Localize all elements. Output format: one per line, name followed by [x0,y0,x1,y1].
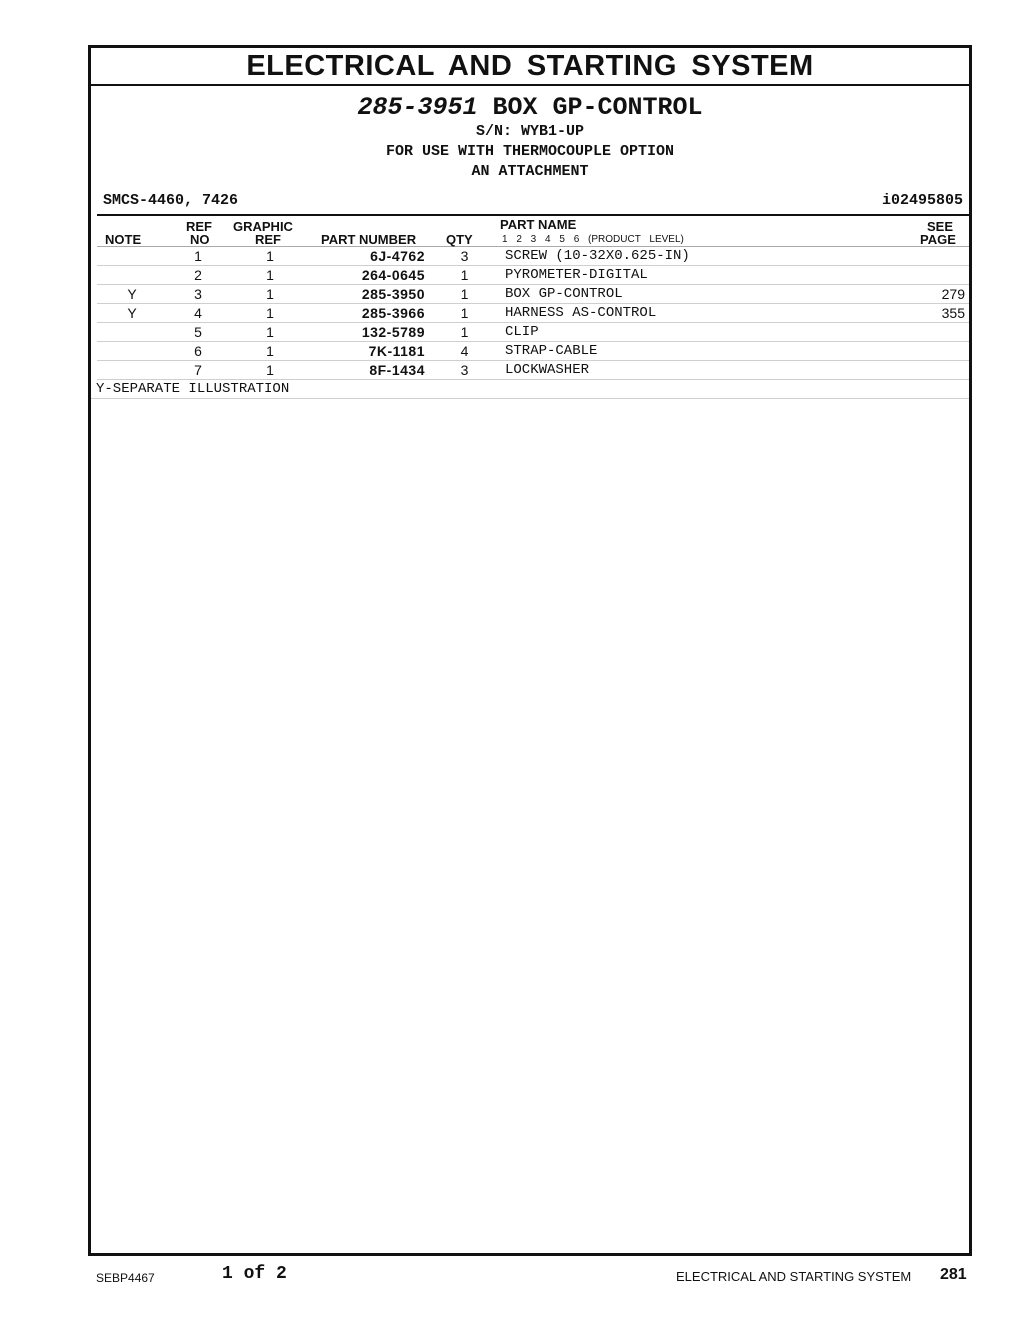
row-part-name: LOCKWASHER [505,362,590,378]
header-ref-bottom: NO [190,232,210,247]
table-header [97,214,969,247]
row-qty: 1 [460,267,469,283]
row-ref-no: 1 [194,248,202,264]
table-row [97,266,969,285]
row-part-number: 132-5789 [361,324,425,340]
header-qty: QTY [446,232,473,247]
row-note: Y [127,305,137,321]
row-ref-no: 5 [194,324,202,340]
row-see-page: 355 [941,305,965,321]
row-part-name: STRAP-CABLE [505,343,598,359]
row-qty: 4 [460,343,469,359]
row-graphic-ref: 1 [266,305,274,321]
row-graphic-ref: 1 [266,286,274,302]
footer-section: ELECTRICAL AND STARTING SYSTEM [676,1269,912,1284]
header-graphic-bottom: REF [255,232,281,247]
row-qty: 3 [460,362,469,378]
footer-doc-number: SEBP4467 [96,1271,155,1285]
row-part-name: SCREW (10-32X0.625-IN) [505,248,690,264]
header-ref-top: REF [186,219,212,234]
row-graphic-ref: 1 [266,362,274,378]
table-row [97,247,969,266]
arrangement-note: AN ATTACHMENT [471,163,589,180]
table-row [97,304,969,323]
footer-page-of: 1 of 2 [222,1264,287,1284]
row-ref-no: 2 [194,267,202,283]
row-part-number: 285-3950 [361,286,425,302]
row-part-number: 6J-4762 [370,248,425,264]
row-part-name: HARNESS AS-CONTROL [505,305,657,321]
row-part-number: 7K-1181 [368,343,425,359]
page-footer [0,1262,1020,1292]
footnote: Y-SEPARATE ILLUSTRATION [91,380,969,399]
row-ref-no: 7 [194,362,202,378]
row-part-number: 285-3966 [361,305,425,321]
header-product-level: 1 2 3 4 5 6 (PRODUCT LEVEL) [502,234,684,245]
table-body [97,247,969,380]
header-part-number: PART NUMBER [321,232,417,247]
section-title: ELECTRICAL AND STARTING SYSTEM [91,48,969,86]
smcs-code: SMCS-4460, 7426 [103,192,239,209]
illustration-id: i02495805 [881,192,963,209]
row-graphic-ref: 1 [266,248,274,264]
row-part-name: CLIP [505,324,539,340]
header-see-top: SEE [927,219,954,234]
page-frame [88,45,972,1256]
row-graphic-ref: 1 [266,343,274,359]
table-row [97,361,969,380]
row-part-name: PYROMETER-DIGITAL [505,267,648,283]
parts-table [97,214,969,380]
table-row [97,342,969,361]
row-ref-no: 6 [194,343,202,359]
row-ref-no: 3 [194,286,202,302]
row-part-number: 264-0645 [361,267,425,283]
table-row [97,323,969,342]
row-part-number: 8F-1434 [369,362,425,378]
row-ref-no: 4 [194,305,202,321]
group-name: BOX GP-CONTROL [492,93,703,122]
row-graphic-ref: 1 [266,324,274,340]
group-part-number: 285-3951 [357,93,478,122]
row-qty: 3 [460,248,469,264]
header-part-name: PART NAME [500,217,577,232]
row-note: Y [127,286,137,302]
row-see-page: 279 [941,286,965,302]
row-graphic-ref: 1 [266,267,274,283]
row-qty: 1 [460,324,469,340]
usage-note: FOR USE WITH THERMOCOUPLE OPTION [385,143,675,160]
smcs-row [97,192,963,214]
row-qty: 1 [460,286,469,302]
header-see-bottom: PAGE [920,232,956,247]
table-row [97,285,969,304]
footer-page-number: 281 [940,1266,967,1283]
group-title [91,94,969,122]
header-note: NOTE [105,232,142,247]
row-part-name: BOX GP-CONTROL [505,286,623,302]
row-qty: 1 [460,305,469,321]
group-header [91,94,969,182]
header-graphic-top: GRAPHIC [233,219,293,234]
serial-number: S/N: WYB1-UP [475,123,585,140]
